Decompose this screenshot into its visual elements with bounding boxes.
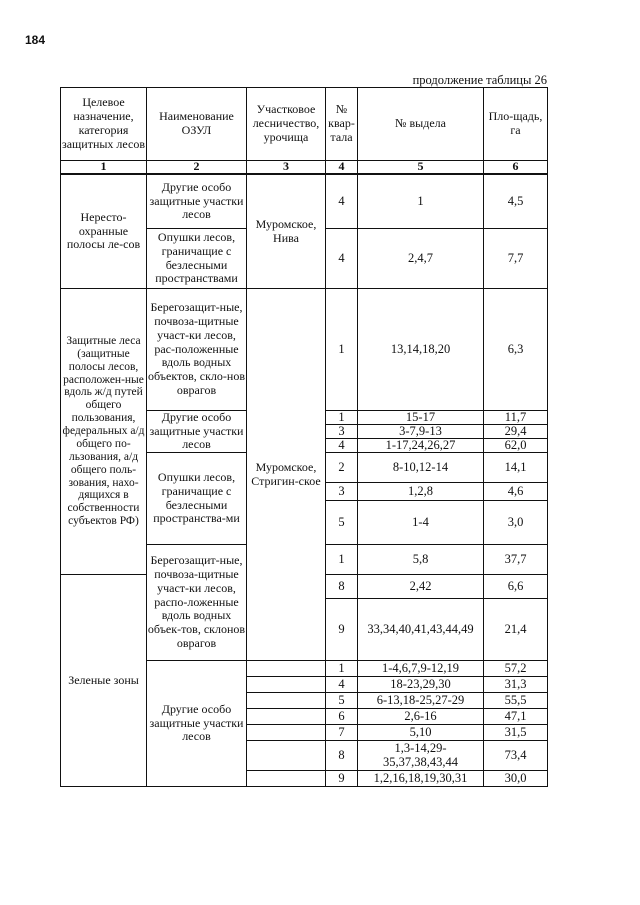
quarter-cell: 7	[326, 725, 358, 741]
ozul-other-protected: Другие особо защитные участки лесов	[147, 175, 247, 229]
area-cell: 31,3	[484, 677, 548, 693]
allotment-cell: 33,34,40,41,43,44,49	[358, 599, 484, 661]
quarter-cell: 4	[326, 677, 358, 693]
col-number: 4	[326, 161, 358, 175]
ozul-forest-edges: Опушки лесов, граничащие с безлесными пространствами	[147, 229, 247, 289]
allotment-cell: 15-17	[358, 411, 484, 425]
area-cell: 30,0	[484, 771, 548, 787]
ozul-other-protected: Другие особо защитные участки лесов	[147, 411, 247, 453]
empty-cell	[247, 741, 326, 771]
forestry-murom-strigin: Муромское, Стригин-ское	[247, 289, 326, 661]
allotment-cell: 1-4	[358, 501, 484, 545]
allotment-cell: 2,4,7	[358, 229, 484, 289]
allotment-cell: 1,3-14,29-35,37,38,43,44	[358, 741, 484, 771]
header-quarter: № квар-тала	[326, 87, 358, 161]
area-cell: 6,3	[484, 289, 548, 411]
quarter-cell: 8	[326, 741, 358, 771]
quarter-cell: 4	[326, 229, 358, 289]
area-cell: 21,4	[484, 599, 548, 661]
header-area: Пло-щадь, га	[484, 87, 548, 161]
area-cell: 7,7	[484, 229, 548, 289]
allotment-cell: 1-17,24,26,27	[358, 439, 484, 453]
allotment-cell: 5,8	[358, 545, 484, 575]
header-purpose: Целевое назначение, категория защитных лесов	[60, 87, 147, 161]
category-spawning-protection: Нересто-охранные полосы ле-сов	[60, 175, 147, 289]
quarter-cell: 6	[326, 709, 358, 725]
area-cell: 14,1	[484, 453, 548, 483]
col-number: 5	[358, 161, 484, 175]
quarter-cell: 1	[326, 411, 358, 425]
col-number: 6	[484, 161, 548, 175]
allotment-cell: 18-23,29,30	[358, 677, 484, 693]
table-continuation-label: продолжение таблицы 26	[412, 73, 547, 87]
allotment-cell: 1,2,8	[358, 483, 484, 501]
header-forestry: Участковое лесничество, урочища	[247, 87, 326, 161]
quarter-cell: 4	[326, 175, 358, 229]
area-cell: 57,2	[484, 661, 548, 677]
empty-cell	[247, 771, 326, 787]
area-cell: 73,4	[484, 741, 548, 771]
col-number: 2	[147, 161, 247, 175]
area-cell: 55,5	[484, 693, 548, 709]
allotment-cell: 13,14,18,20	[358, 289, 484, 411]
area-cell: 11,7	[484, 411, 548, 425]
page-number: 184	[25, 33, 46, 47]
ozul-other-protected: Другие особо защитные участки лесов	[147, 661, 247, 787]
area-cell: 37,7	[484, 545, 548, 575]
quarter-cell: 9	[326, 771, 358, 787]
ozul-forest-edges: Опушки лесов, граничащие с безлесными пространства-ми	[147, 453, 247, 545]
header-allotment: № выдела	[358, 87, 484, 161]
col-number: 3	[247, 161, 326, 175]
quarter-cell: 9	[326, 599, 358, 661]
empty-cell	[247, 693, 326, 709]
allotment-cell: 8-10,12-14	[358, 453, 484, 483]
category-protective-strips: Защитные леса (защитные полосы лесов, расположен-ные вдоль ж/д путей общего пользования, федеральных а/д общего по-льзования, а/д общего поль-зования, нахо-дящихся в собственности субъектов РФ)	[60, 289, 147, 575]
empty-cell	[247, 725, 326, 741]
area-cell: 4,5	[484, 175, 548, 229]
quarter-cell: 5	[326, 501, 358, 545]
allotment-cell: 1-4,6,7,9-12,19	[358, 661, 484, 677]
allotment-cell: 3-7,9-13	[358, 425, 484, 439]
quarter-cell: 2	[326, 453, 358, 483]
quarter-cell: 8	[326, 575, 358, 599]
area-cell: 47,1	[484, 709, 548, 725]
empty-cell	[247, 661, 326, 677]
allotment-cell: 1,2,16,18,19,30,31	[358, 771, 484, 787]
area-cell: 62,0	[484, 439, 548, 453]
category-green-zones: Зеленые зоны	[60, 575, 147, 787]
area-cell: 4,6	[484, 483, 548, 501]
allotment-cell: 1	[358, 175, 484, 229]
empty-cell	[247, 677, 326, 693]
ozul-bank-protection: Берегозащит-ные, почвоза-щитные участ-ки лесов, рас-положенные вдоль водных объектов, скло-нов оврагов	[147, 289, 247, 411]
quarter-cell: 5	[326, 693, 358, 709]
forestry-murom-niva: Муромское, Нива	[247, 175, 326, 289]
quarter-cell: 4	[326, 439, 358, 453]
allotment-cell: 6-13,18-25,27-29	[358, 693, 484, 709]
allotment-cell: 5,10	[358, 725, 484, 741]
quarter-cell: 1	[326, 289, 358, 411]
area-cell: 6,6	[484, 575, 548, 599]
area-cell: 31,5	[484, 725, 548, 741]
forest-table	[60, 87, 548, 786]
area-cell: 29,4	[484, 425, 548, 439]
quarter-cell: 3	[326, 483, 358, 501]
allotment-cell: 2,6-16	[358, 709, 484, 725]
quarter-cell: 3	[326, 425, 358, 439]
header-ozul: Наименование ОЗУЛ	[147, 87, 247, 161]
area-cell: 3,0	[484, 501, 548, 545]
col-number: 1	[60, 161, 147, 175]
quarter-cell: 1	[326, 661, 358, 677]
empty-cell	[247, 709, 326, 725]
quarter-cell: 1	[326, 545, 358, 575]
ozul-bank-protection: Берегозащит-ные, почвоза-щитные участ-ки лесов, распо-ложенные вдоль водных объек-тов, склонов оврагов	[147, 545, 247, 661]
allotment-cell: 2,42	[358, 575, 484, 599]
